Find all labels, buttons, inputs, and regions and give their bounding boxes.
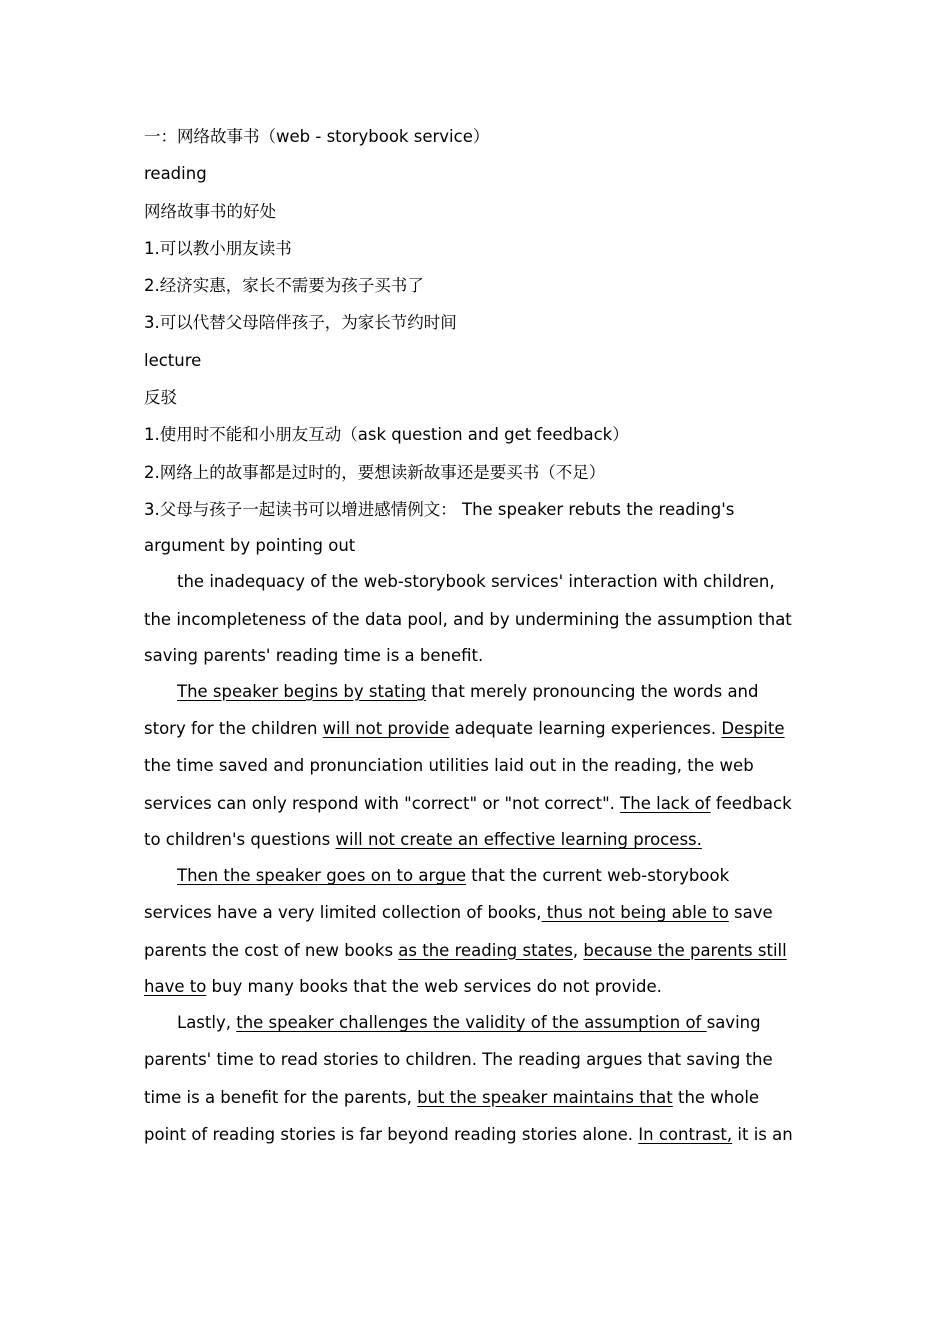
text-run: Lastly, (177, 1012, 237, 1032)
heading: 一：网络故事书（web - storybook service） (144, 127, 490, 146)
underlined-phrase: Then the speaker goes on to argue (177, 866, 467, 886)
paragraph-line (144, 932, 806, 969)
essay-paragraph-4 (144, 1004, 806, 1153)
underlined-phrase: because the parents still (583, 940, 787, 960)
underlined-phrase: have to (144, 976, 207, 996)
text-run: parents the cost of new books (144, 940, 399, 960)
paragraph-line (144, 822, 806, 857)
paragraph-line: parents' time to read stories to children. The reading argues that saving the (144, 1050, 773, 1070)
text-run: point of reading stories is far beyond reading stories alone. (144, 1124, 639, 1144)
reading-point: 3.可以代替父母陪伴孩子，为家长节约时间 (144, 313, 457, 333)
underlined-phrase: but the speaker maintains that (417, 1087, 673, 1107)
text-run: that merely pronouncing the words and (426, 681, 759, 701)
reading-point: 2.经济实惠，家长不需要为孩子买书了 (144, 276, 424, 296)
underlined-phrase: In contrast, (638, 1124, 733, 1144)
lecture-title: 反驳 (144, 388, 177, 408)
lecture-label: lecture (144, 350, 202, 370)
text-run: to children's questions (144, 830, 336, 850)
lecture-point: 2.网络上的故事都是过时的，要想读新故事还是要买书（不足） (144, 462, 606, 482)
paragraph-line (144, 969, 806, 1004)
paragraph-line (144, 1079, 806, 1116)
text-run: that the current web-storybook (466, 866, 730, 886)
underlined-phrase: will not provide (322, 719, 450, 739)
text-run: , (572, 940, 584, 960)
paragraph-line: saving parents' reading time is a benefit. (144, 645, 484, 665)
text-run: services can only respond with "correct" or "not correct". (144, 793, 621, 813)
paragraph-line (144, 1004, 806, 1041)
paragraph-line: the time saved and pronunciation utilities laid out in the reading, the web (144, 756, 754, 776)
reading-point: 1.可以教小朋友读书 (144, 238, 292, 258)
underlined-phrase: as the reading states (398, 940, 573, 960)
underlined-phrase: The lack of (620, 793, 711, 813)
underlined-phrase: the speaker challenges the validity of the assumption of (236, 1012, 707, 1032)
underlined-phrase: thus not being able to (541, 903, 729, 923)
reading-title: 网络故事书的好处 (144, 201, 276, 221)
text-run: buy many books that the web services do not provide. (206, 976, 662, 996)
paragraph-line (144, 857, 806, 894)
paragraph-line: the incompleteness of the data pool, and by undermining the assumption that (144, 609, 792, 629)
text-run: the whole (672, 1087, 760, 1107)
text-run: time is a benefit for the parents, (144, 1087, 418, 1107)
essay-paragraph-1 (144, 563, 806, 673)
underlined-phrase: will not create an effective learning process. (335, 830, 702, 850)
text-run: it is an (732, 1124, 793, 1144)
lecture-point: 1.使用时不能和小朋友互动（ask question and get feedback） (144, 425, 629, 445)
document-page (144, 118, 806, 1153)
continuation-line: argument by pointing out (144, 536, 356, 556)
reading-label: reading (144, 164, 207, 184)
underlined-phrase: The speaker begins by stating (177, 681, 427, 701)
text-run: services have a very limited collection of books, (144, 903, 542, 923)
paragraph-line: the inadequacy of the web-storybook services' interaction with children, (177, 572, 775, 592)
paragraph-line (144, 710, 806, 747)
text-run: save (728, 903, 773, 923)
essay-paragraph-2 (144, 673, 806, 857)
paragraph-line (144, 1116, 806, 1153)
text-run: adequate learning experiences. (449, 719, 722, 739)
paragraph-line (144, 673, 806, 710)
text-run: saving (706, 1012, 761, 1032)
paragraph-line (144, 894, 806, 931)
essay-paragraph-3 (144, 857, 806, 1004)
text-run: feedback (710, 793, 792, 813)
lecture-point: 3.父母与孩子一起读书可以增进感情例文： The speaker rebuts the reading's (144, 499, 735, 519)
paragraph-line (144, 785, 806, 822)
text-run: story for the children (144, 719, 323, 739)
underlined-phrase: Despite (721, 719, 785, 739)
